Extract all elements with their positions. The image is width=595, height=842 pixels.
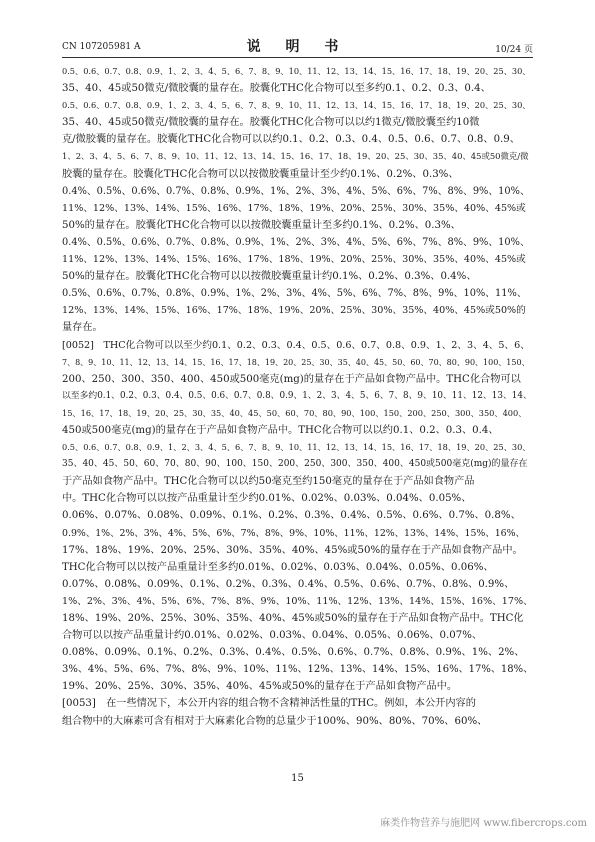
text-line: 11%、12%、13%、14%、15%、16%、17%、18%、19%、20%、25%、30%、35%、40%、45%或 <box>62 254 526 266</box>
text-line: 中。THC化合物可以以按产品重量计至少约0.01%、0.02%、0.03%、0.04%、0.05%、 <box>62 493 472 505</box>
text-line: 19%、20%、25%、30%、35%、40%、45%或50%的量存在于产品如食物产品中。 <box>62 681 458 693</box>
text-line: 7、8、9、10、11、12、13、14、15、16、17、18、19、20、25、30、35、40、45、50、60、70、80、90、100、150、 <box>62 357 530 367</box>
text-line: THC化合物可以以按产品重量计至多约0.01%、0.02%、0.03%、0.04%、0.05%、0.06%、 <box>62 561 494 573</box>
text-line: 18%、19%、20%、25%、30%、35%、40%、45%或50%的量存在于产品如食物产品中。THC化 <box>62 613 524 624</box>
text-line: 12%、13%、14%、15%、16%、17%、18%、19%、20%、25%、30%、35%、40%、45%或50%的 <box>62 305 526 317</box>
text-line: 35、40、45或50微克/微胶囊的量存在。胶囊化THC化合物可以以约1微克/微胶囊至约10微 <box>62 117 480 129</box>
text-line: 0.4%、0.5%、0.6%、0.7%、0.8%、0.9%、1%、2%、3%、4%、5%、6%、7%、8%、9%、10%、 <box>62 236 530 248</box>
text-line: 17%、18%、19%、20%、25%、30%、35%、40%、45%或50%的量存在于产品如食物产品中。 <box>62 544 523 556</box>
document-title: 说 明 书 <box>246 39 349 55</box>
page-fraction: 10/24 页 <box>495 45 533 55</box>
text-line: 50%的量存在。胶囊化THC化合物可以以按微胶囊重量计约0.1%、0.2%、0.3%、0.4%、 <box>62 271 477 283</box>
text-line: 0.08%、0.09%、0.1%、0.2%、0.3%、0.4%、0.5%、0.6%、0.7%、0.8%、0.9%、1%、2%、 <box>62 647 525 659</box>
text-line: 0.5%、0.6%、0.7%、0.8%、0.9%、1%、2%、3%、4%、5%、6%、7%、8%、9%、10%、11%、 <box>62 288 527 300</box>
text-line: [0052] THC化合物可以以至少约0.1、0.2、0.3、0.4、0.5、0.6、0.7、0.8、0.9、1、2、3、4、5、6、 <box>62 339 530 351</box>
text-line: 组合物中的大麻素可含有相对于大麻素化合物的总量少于100%、90%、80%、70%、60%、 <box>62 715 488 727</box>
text-line: 量存在。 <box>62 322 103 334</box>
text-line: 合物可以以按产品重量计约0.01%、0.02%、0.03%、0.04%、0.05%、0.06%、0.07%、 <box>62 630 483 642</box>
text-line: 于产品如食物产品中。THC化合物可以以约50毫克至约150毫克的量存在于产品如食物产品 <box>62 476 475 488</box>
text-line: 胶囊的量存在。胶囊化THC化合物可以以按微胶囊重量计至少约0.1%、0.2%、0.3%、 <box>62 168 459 180</box>
text-line: 1%、2%、3%、4%、5%、6%、7%、8%、9%、10%、11%、12%、13%、14%、15%、16%、17%、 <box>62 595 533 607</box>
text-line: 0.5、0.6、0.7、0.8、0.9、1、2、3、4、5、6、7、8、9、10、11、12、13、14、15、16、17、18、19、20、25、30、 <box>62 100 531 111</box>
text-line: 11%、12%、13%、14%、15%、16%、17%、18%、19%、20%、25%、30%、35%、40%、45%或 <box>62 202 526 214</box>
text-line: 50%的量存在。胶囊化THC化合物可以以按微胶囊重量计至多约0.1%、0.2%、0.3%、 <box>62 219 461 231</box>
page-header <box>62 36 533 56</box>
page-number: 15 <box>291 773 304 784</box>
text-line: 以至多约0.1、0.2、0.3、0.4、0.5、0.6、0.7、0.8、0.9、1、2、3、4、5、6、7、8、9、10、11、12、13、14、 <box>62 390 532 401</box>
text-line: 1、2、3、4、5、6、7、8、9、10、11、12、13、14、15、16、17、18、19、20、25、30、35、40、45或50微克/微 <box>62 151 529 162</box>
text-line: 3%、4%、5%、6%、7%、8%、9%、10%、11%、12%、13%、14%、15%、16%、17%、18%、 <box>62 664 533 676</box>
text-line: 35、40、45或50微克/微胶囊的量存在。胶囊化THC化合物可以至多约0.1、0.2、0.3、0.4、 <box>62 83 491 95</box>
header-rule <box>62 57 533 58</box>
text-line: [0053] 在一些情况下，本公开内容的组合物不含精神活性量的THC。例如，本公开内容的 <box>62 698 476 710</box>
text-line: 0.9%、1%、2%、3%、4%、5%、6%、7%、8%、9%、10%、11%、12%、13%、14%、15%、16%、 <box>62 527 525 539</box>
document-body <box>62 63 533 730</box>
document-number: CN 107205981 A <box>62 42 141 52</box>
text-line: 200、250、300、350、400、450或500毫克(mg)的量存在于产品如食物产品中。THC化合物可以 <box>62 373 521 385</box>
text-line: 15、16、17、18、19、20、25、30、35、40、45、50、60、70、80、90、100、150、200、250、300、350、400、 <box>62 407 527 418</box>
text-line: 克/微胶囊的量存在。胶囊化THC化合物可以以约0.1、0.2、0.3、0.4、0.5、0.6、0.7、0.8、0.9、 <box>62 134 520 146</box>
site-watermark: 麻类作物营养与施肥网 www.fibercrops.com <box>380 818 587 829</box>
text-line: 0.5、0.6、0.7、0.8、0.9、1、2、3、4、5、6、7、8、9、10、11、12、13、14、15、16、17、18、19、20、25、30、 <box>62 66 531 76</box>
text-line: 35、40、45、50、60、70、80、90、100、150、200、250、300、350、400、450或500毫克(mg)的量存在 <box>62 459 528 470</box>
text-line: 0.4%、0.5%、0.6%、0.7%、0.8%、0.9%、1%、2%、3%、4%、5%、6%、7%、8%、9%、10%、 <box>62 185 530 197</box>
text-line: 0.5、0.6、0.7、0.8、0.9、1、2、3、4、5、6、7、8、9、10、11、12、13、14、15、16、17、18、19、20、25、30、 <box>62 442 531 453</box>
text-line: 0.07%、0.08%、0.09%、0.1%、0.2%、0.3%、0.4%、0.5%、0.6%、0.7%、0.8%、0.9%、 <box>62 578 515 590</box>
text-line: 450或500毫克(mg)的量存在于产品如食物产品中。THC化合物可以以约0.1、0.2、0.3、0.4、 <box>62 424 499 436</box>
text-line: 0.06%、0.07%、0.08%、0.09%、0.1%、0.2%、0.3%、0.4%、0.5%、0.6%、0.7%、0.8%、 <box>62 510 521 522</box>
